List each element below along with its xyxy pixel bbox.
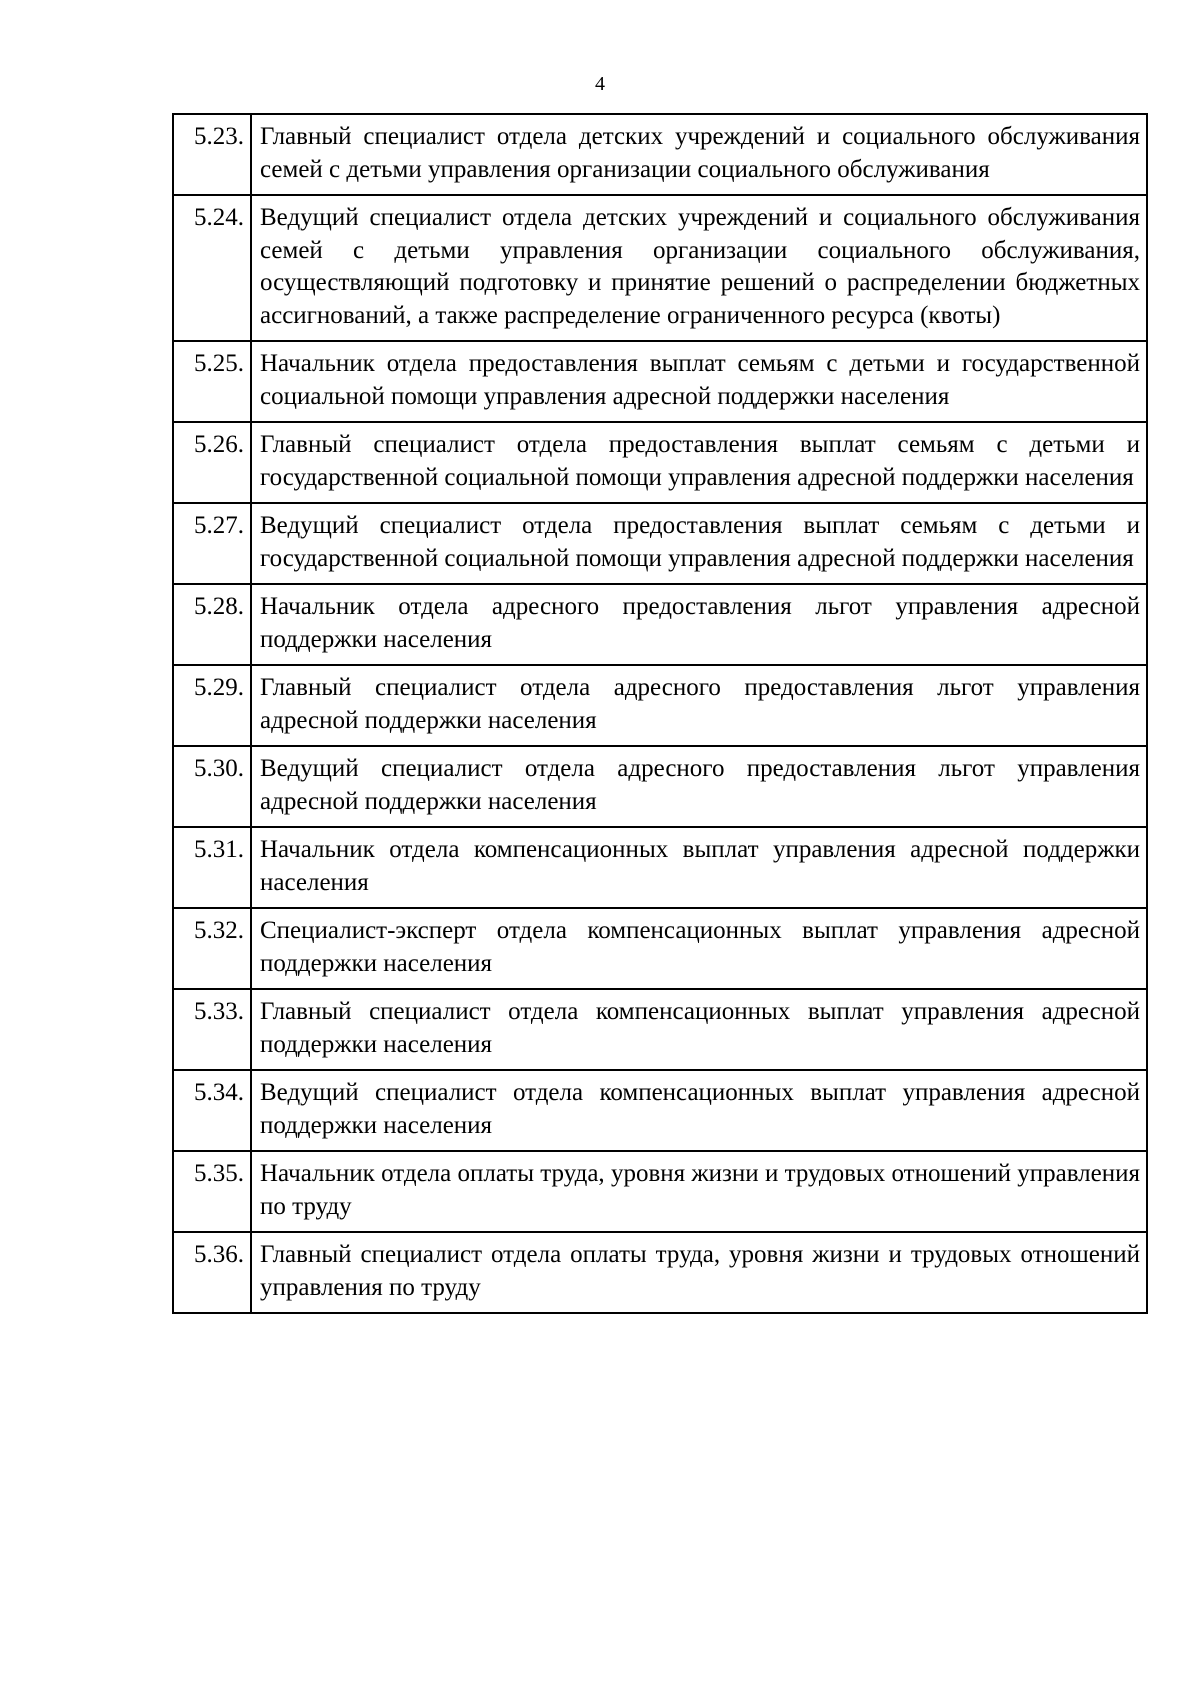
row-position-title: Специалист-эксперт отдела компенсационных выплат управления адресной поддержки населения bbox=[251, 908, 1147, 989]
row-position-title: Ведущий специалист отдела компенсационных выплат управления адресной поддержки населения bbox=[251, 1070, 1147, 1151]
row-position-title: Начальник отдела предоставления выплат семьям с детьми и государственной социальной помощи управления адресной поддержки населения bbox=[251, 341, 1147, 422]
row-number: 5.31. bbox=[173, 827, 251, 908]
page-number: 4 bbox=[595, 73, 605, 95]
row-number: 5.29. bbox=[173, 665, 251, 746]
row-number: 5.24. bbox=[173, 195, 251, 341]
table-row bbox=[173, 1070, 1147, 1151]
row-number: 5.25. bbox=[173, 341, 251, 422]
table-row bbox=[173, 665, 1147, 746]
table-row bbox=[173, 584, 1147, 665]
table-row bbox=[173, 422, 1147, 503]
row-number: 5.32. bbox=[173, 908, 251, 989]
row-position-title: Ведущий специалист отдела предоставления выплат семьям с детьми и государственной социальной помощи управления адресной поддержки населения bbox=[251, 503, 1147, 584]
table-row bbox=[173, 195, 1147, 341]
row-number: 5.35. bbox=[173, 1151, 251, 1232]
row-position-title: Главный специалист отдела адресного предоставления льгот управления адресной поддержки населения bbox=[251, 665, 1147, 746]
row-number: 5.23. bbox=[173, 114, 251, 195]
row-position-title: Главный специалист отдела предоставления выплат семьям с детьми и государственной социальной помощи управления адресной поддержки населения bbox=[251, 422, 1147, 503]
row-position-title: Ведущий специалист отдела детских учреждений и социального обслуживания семей с детьми управления организации социального обслуживания, осуществляющий подготовку и принятие решений о распределении бюджетных ассигнований, а также распределение ограниченного ресурса (квоты) bbox=[251, 195, 1147, 341]
row-number: 5.34. bbox=[173, 1070, 251, 1151]
row-number: 5.36. bbox=[173, 1232, 251, 1313]
row-position-title: Главный специалист отдела компенсационных выплат управления адресной поддержки населения bbox=[251, 989, 1147, 1070]
table-row bbox=[173, 503, 1147, 584]
table-row bbox=[173, 1232, 1147, 1313]
table-row bbox=[173, 746, 1147, 827]
row-number: 5.28. bbox=[173, 584, 251, 665]
row-number: 5.33. bbox=[173, 989, 251, 1070]
table-row bbox=[173, 1151, 1147, 1232]
row-position-title: Начальник отдела компенсационных выплат управления адресной поддержки населения bbox=[251, 827, 1147, 908]
table-row bbox=[173, 989, 1147, 1070]
table-row bbox=[173, 827, 1147, 908]
row-number: 5.26. bbox=[173, 422, 251, 503]
table-row bbox=[173, 341, 1147, 422]
row-position-title: Ведущий специалист отдела адресного предоставления льгот управления адресной поддержки населения bbox=[251, 746, 1147, 827]
row-position-title: Начальник отдела адресного предоставления льгот управления адресной поддержки населения bbox=[251, 584, 1147, 665]
table-row bbox=[173, 114, 1147, 195]
table-row bbox=[173, 908, 1147, 989]
row-number: 5.30. bbox=[173, 746, 251, 827]
row-position-title: Главный специалист отдела детских учреждений и социального обслуживания семей с детьми управления организации социального обслуживания bbox=[251, 114, 1147, 195]
row-position-title: Начальник отдела оплаты труда, уровня жизни и трудовых отношений управления по труду bbox=[251, 1151, 1147, 1232]
row-number: 5.27. bbox=[173, 503, 251, 584]
row-position-title: Главный специалист отдела оплаты труда, уровня жизни и трудовых отношений управления по труду bbox=[251, 1232, 1147, 1313]
positions-table bbox=[172, 113, 1148, 1314]
